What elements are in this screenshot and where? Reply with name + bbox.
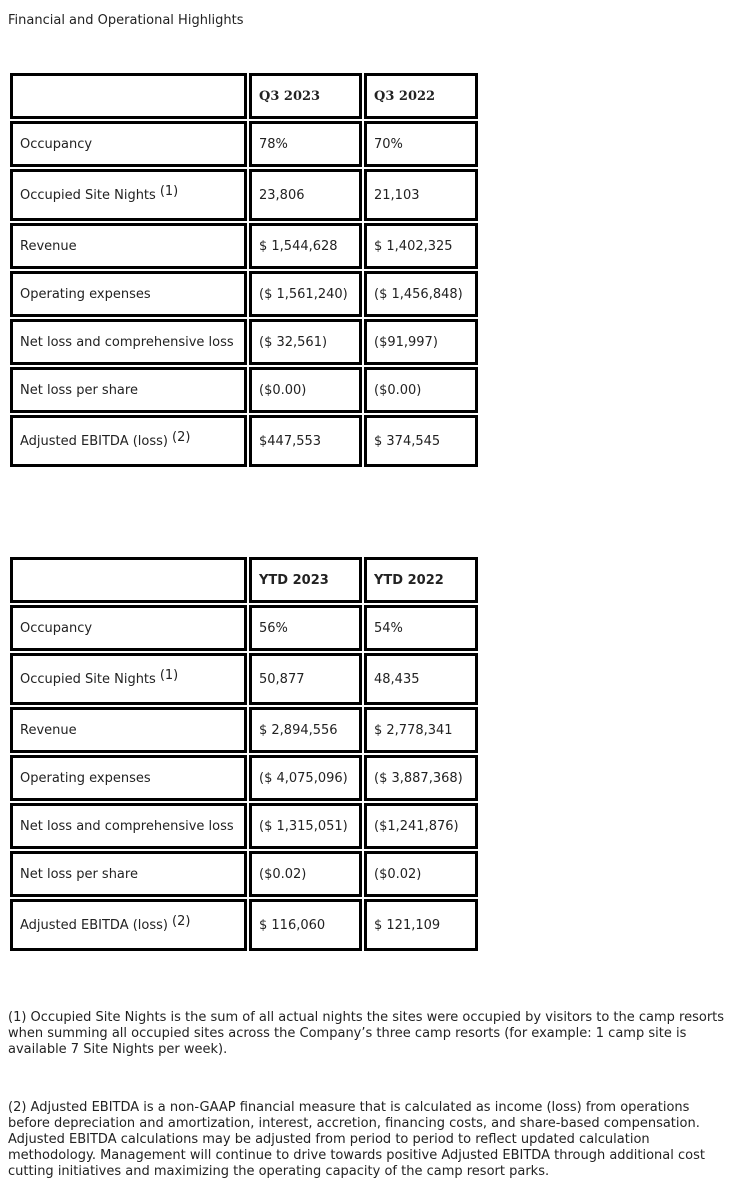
table-row-revenue bbox=[10, 707, 478, 753]
value-cell: ($1,241,876) bbox=[364, 803, 478, 849]
row-label: Operating expenses bbox=[10, 271, 247, 317]
table-row-revenue bbox=[10, 223, 478, 269]
value-cell: $ 121,109 bbox=[364, 899, 478, 951]
value-cell: ($ 3,887,368) bbox=[364, 755, 478, 801]
row-label-cell bbox=[10, 899, 247, 951]
row-label: Net loss per share bbox=[10, 851, 247, 897]
table-row-occupied-site-nights bbox=[10, 169, 478, 221]
value-cell: ($ 1,315,051) bbox=[249, 803, 362, 849]
q3-highlights-table bbox=[8, 71, 480, 469]
column-header-q3-2023: Q3 2023 bbox=[249, 73, 362, 119]
table-row-adjusted-ebitda bbox=[10, 415, 478, 467]
table-row-net-loss bbox=[10, 803, 478, 849]
footnote-1: (1) Occupied Site Nights is the sum of all actual nights the sites were occupied by visitors to the camp resorts when summing all occupied sites across the Company’s three camp resorts (for example: 1 camp site is available 7 Site Nights per week). bbox=[8, 1010, 725, 1057]
value-cell: ($0.00) bbox=[249, 367, 362, 413]
column-header-ytd-2023: YTD 2023 bbox=[249, 557, 362, 603]
value-cell: $ 1,544,628 bbox=[249, 223, 362, 269]
value-cell: 54% bbox=[364, 605, 478, 651]
row-label: Net loss and comprehensive loss bbox=[10, 319, 247, 365]
value-cell: 50,877 bbox=[249, 653, 362, 705]
value-cell: 70% bbox=[364, 121, 478, 167]
header-blank-cell bbox=[10, 557, 247, 603]
value-cell: 21,103 bbox=[364, 169, 478, 221]
table-row-occupied-site-nights bbox=[10, 653, 478, 705]
value-cell: $ 374,545 bbox=[364, 415, 478, 467]
value-cell: $ 2,894,556 bbox=[249, 707, 362, 753]
table-row-occupancy bbox=[10, 605, 478, 651]
value-cell: $447,553 bbox=[249, 415, 362, 467]
value-cell: ($91,997) bbox=[364, 319, 478, 365]
row-label: Revenue bbox=[10, 223, 247, 269]
row-label: Net loss per share bbox=[10, 367, 247, 413]
value-cell: ($ 4,075,096) bbox=[249, 755, 362, 801]
value-cell: ($0.00) bbox=[364, 367, 478, 413]
column-header-q3-2022: Q3 2022 bbox=[364, 73, 478, 119]
row-label: Net loss and comprehensive loss bbox=[10, 803, 247, 849]
table-row-occupancy bbox=[10, 121, 478, 167]
value-cell: ($ 32,561) bbox=[249, 319, 362, 365]
footnote-2: (2) Adjusted EBITDA is a non-GAAP financial measure that is calculated as income (loss) from operations before depreciation and amortization, interest, accretion, financing costs, and share-based compensation. Adjusted EBITDA calculations may be adjusted from period to period to reflect updated calculation methodology. Management will continue to drive towards positive Adjusted EBITDA through additional cost cutting initiatives and maximizing the operating capacity of the camp resort parks. bbox=[8, 1100, 705, 1179]
row-label: Adjusted EBITDA (loss) bbox=[20, 433, 168, 449]
row-label: Occupied Site Nights bbox=[20, 671, 156, 687]
footnote-ref-1: (1) bbox=[159, 183, 179, 199]
value-cell: $ 1,402,325 bbox=[364, 223, 478, 269]
footnote-ref-2: (2) bbox=[172, 429, 191, 445]
ytd-highlights-table bbox=[8, 555, 480, 953]
row-label: Occupied Site Nights bbox=[20, 187, 156, 203]
value-cell: ($ 1,456,848) bbox=[364, 271, 478, 317]
row-label: Revenue bbox=[10, 707, 247, 753]
table-header-row bbox=[10, 557, 478, 603]
table-row-operating-expenses bbox=[10, 755, 478, 801]
value-cell: $ 116,060 bbox=[249, 899, 362, 951]
table-row-adjusted-ebitda bbox=[10, 899, 478, 951]
table-header-row bbox=[10, 73, 478, 119]
row-label: Operating expenses bbox=[10, 755, 247, 801]
row-label: Adjusted EBITDA (loss) bbox=[20, 917, 168, 933]
header-blank-cell bbox=[10, 73, 247, 119]
row-label: Occupancy bbox=[10, 605, 247, 651]
value-cell: 78% bbox=[249, 121, 362, 167]
value-cell: 56% bbox=[249, 605, 362, 651]
row-label-cell bbox=[10, 415, 247, 467]
footnote-ref-1: (1) bbox=[159, 667, 179, 683]
value-cell: 23,806 bbox=[249, 169, 362, 221]
value-cell: $ 2,778,341 bbox=[364, 707, 478, 753]
value-cell: ($0.02) bbox=[249, 851, 362, 897]
row-label-cell bbox=[10, 653, 247, 705]
table-row-net-loss-per-share bbox=[10, 367, 478, 413]
value-cell: ($ 1,561,240) bbox=[249, 271, 362, 317]
value-cell: ($0.02) bbox=[364, 851, 478, 897]
page-title: Financial and Operational Highlights bbox=[8, 13, 244, 28]
table-row-net-loss bbox=[10, 319, 478, 365]
table-row-operating-expenses bbox=[10, 271, 478, 317]
value-cell: 48,435 bbox=[364, 653, 478, 705]
row-label-cell bbox=[10, 169, 247, 221]
column-header-ytd-2022: YTD 2022 bbox=[364, 557, 478, 603]
row-label: Occupancy bbox=[10, 121, 247, 167]
table-row-net-loss-per-share bbox=[10, 851, 478, 897]
footnote-ref-2: (2) bbox=[172, 913, 191, 929]
